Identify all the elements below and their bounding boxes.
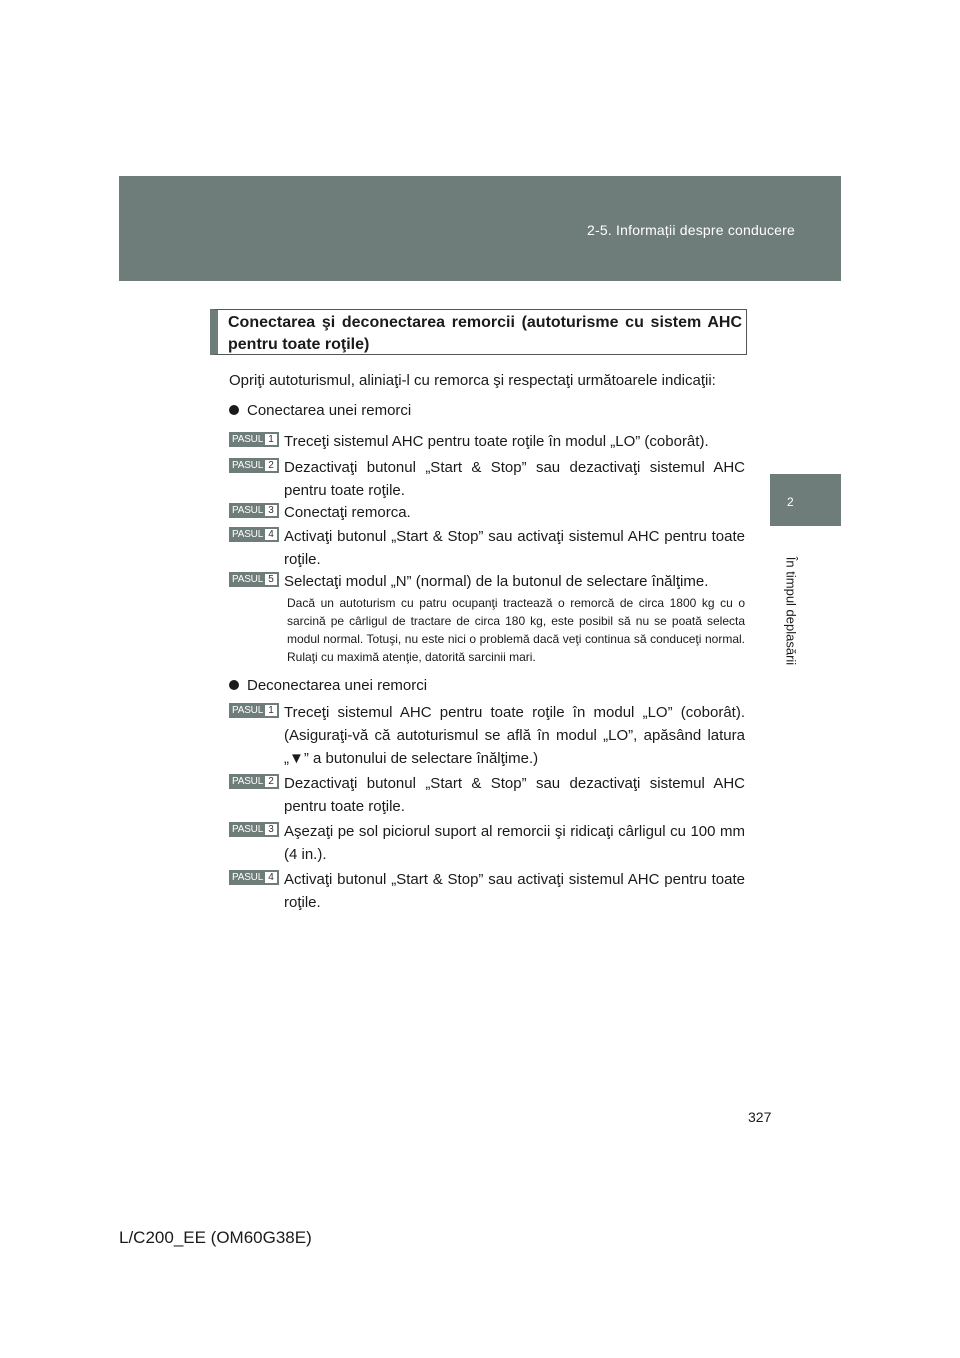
- step-text: Activaţi butonul „Start & Stop” sau activaţi sistemul AHC pentru toate roţile.: [284, 528, 745, 568]
- disconnect-step-4: [229, 868, 745, 914]
- bullet-dot-icon: [229, 405, 239, 415]
- disconnect-step-2: [229, 772, 745, 818]
- step-text: Selectaţi modul „N” (normal) de la butonul de selectare înălţime.: [284, 573, 709, 590]
- bullet-disconnect-title: Deconectarea unei remorci: [247, 677, 428, 694]
- connect-note: Dacă un autoturism cu patru ocupanţi tractează o remorcă de circa 1800 kg cu o sarcină pe cârligul de tractare de circa 180 kg, este posibil să nu se poată selecta modul normal. Totuşi, nu este nici o problemă dacă veţi continua să conduceţi normal. Rulaţi cu maximă atenţie, datorită sarcinii mari.: [287, 596, 745, 664]
- step-badge: PASUL 1: [229, 432, 279, 447]
- connect-step-2: [229, 456, 745, 502]
- step-badge: PASUL 5: [229, 572, 279, 587]
- connect-step-3: [229, 501, 745, 524]
- step-text: Activaţi butonul „Start & Stop” sau activaţi sistemul AHC pentru toate roţile.: [284, 871, 745, 911]
- step-badge: PASUL 3: [229, 503, 279, 518]
- side-tab-chapter-number: [770, 474, 841, 526]
- chapter-number: 2: [787, 495, 794, 509]
- bullet-dot-icon: [229, 680, 239, 690]
- step-text: Treceţi sistemul AHC pentru toate roţile în modul „LO” (coborât). (Asiguraţi-vă că autoturismul se află în modul „LO”, apăsând latura „▼” a butonului de selectare înălţime.): [284, 704, 745, 767]
- step-text: Dezactivaţi butonul „Start & Stop” sau dezactivaţi sistemul AHC pentru toate roţile.: [284, 459, 745, 499]
- step-text: Conectaţi remorca.: [284, 504, 411, 521]
- disconnect-step-3: [229, 820, 745, 866]
- step-badge: PASUL 2: [229, 458, 279, 473]
- bullet-disconnect: [229, 677, 427, 694]
- step-badge: PASUL 4: [229, 870, 279, 885]
- step-badge: PASUL 1: [229, 703, 279, 718]
- intro-text: Opriţi autoturismul, aliniaţi-l cu remorca şi respectaţi următoarele indicaţii:: [229, 372, 716, 389]
- connect-step-5: [229, 570, 745, 593]
- document-code: L/C200_EE (OM60G38E): [119, 1228, 312, 1247]
- header-section-title: 2-5. Informații despre conducere: [587, 222, 795, 238]
- side-tab-chapter-label: [770, 528, 841, 695]
- step-badge: PASUL 3: [229, 822, 279, 837]
- header-band: [119, 176, 841, 281]
- step-badge: PASUL 4: [229, 527, 279, 542]
- step-text: Treceţi sistemul AHC pentru toate roţile în modul „LO” (coborât).: [284, 433, 709, 450]
- step-text: Dezactivaţi butonul „Start & Stop” sau dezactivaţi sistemul AHC pentru toate roţile.: [284, 775, 745, 815]
- bullet-connect: [229, 402, 411, 419]
- disconnect-step-1: [229, 701, 745, 770]
- step-badge: PASUL 2: [229, 774, 279, 789]
- step-text: Aşezaţi pe sol piciorul suport al remorcii şi ridicaţi cârligul cu 100 mm (4 in.).: [284, 823, 745, 863]
- chapter-label: În timpul deplasării: [783, 556, 799, 666]
- connect-step-4: [229, 525, 745, 571]
- section-title-box: [210, 309, 747, 355]
- bullet-connect-title: Conectarea unei remorci: [247, 402, 412, 419]
- section-title: Conectarea şi deconectarea remorcii (autoturisme cu sistem AHC pentru toate roţile): [228, 314, 742, 353]
- connect-step-1: [229, 430, 745, 453]
- page-number: 327: [748, 1109, 772, 1125]
